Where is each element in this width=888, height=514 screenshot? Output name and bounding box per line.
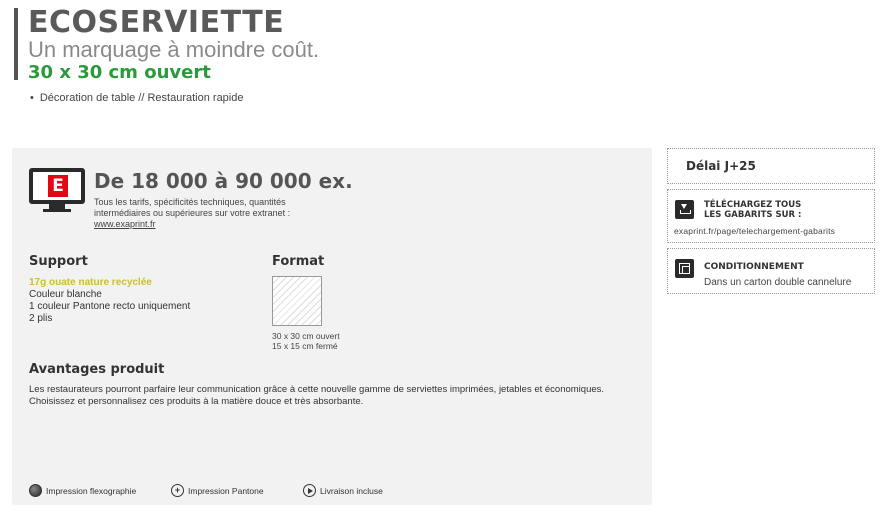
download-label: TÉLÉCHARGEZ TOUS LES GABARITS SUR : [704,200,802,220]
feature-list [29,484,383,497]
product-title: ECOSERVIETTE [28,5,285,40]
quantity-note-text: Tous les tarifs, spécificités techniques, quantités intermédiaires ou supérieures sur votre extranet : [94,197,291,218]
support-material: 17g ouate nature recyclée [29,277,152,288]
support-list [29,277,190,325]
flexo-icon [29,484,42,497]
advantages-text [29,384,649,408]
package-icon [675,259,694,278]
download-box[interactable] [667,189,875,243]
product-subtitle: Un marquage à moindre coût. [28,37,320,62]
conditionnement-title: CONDITIONNEMENT [704,262,804,272]
product-size: 30 x 30 cm ouvert [28,62,211,83]
format-caption [272,331,340,351]
bullet-icon: • [30,92,34,104]
feature-flexo-label: Impression flexographie [46,485,137,496]
conditionnement-desc: Dans un carton double cannelure [704,277,852,288]
download-icon [675,200,694,219]
delai-box [667,148,875,184]
advantages-line: Choisissez et personnalisez ces produits à la matière douce et très absorbante. [29,396,364,407]
plus-circle-icon [171,484,184,497]
format-open: 30 x 30 cm ouvert [272,331,340,341]
feature-livraison-label: Livraison incluse [320,485,383,496]
support-line: 1 couleur Pantone recto uniquement [29,301,191,312]
advantages-line: Les restaurateurs pourront parfaire leur communication grâce à cette nouvelle gamme de serviettes imprimées, jetables et économiques. [29,384,605,395]
support-title: Support [29,254,88,269]
monitor-icon [29,168,85,213]
quantity-note [94,197,324,230]
product-header [14,5,654,83]
product-tags [30,92,243,104]
range-badge: E [48,175,68,197]
product-details-panel [12,148,652,505]
format-title: Format [272,254,325,269]
extranet-link[interactable]: www.exaprint.fr [94,219,156,229]
support-line: 2 plis [29,313,53,324]
support-line: Couleur blanche [29,289,102,300]
conditionnement-box [667,248,875,294]
play-circle-icon [303,484,316,497]
quantity-range: De 18 000 à 90 000 ex. [94,169,353,193]
download-url[interactable]: exaprint.fr/page/telechargement-gabarits [674,226,836,236]
format-illustration [272,276,322,326]
feature-pantone-label: Impression Pantone [188,485,264,496]
advantages-title: Avantages produit [29,362,165,377]
info-sidebar [667,148,875,299]
feature-flexo [29,484,171,497]
delai-text: Délai J+25 [686,159,756,173]
feature-livraison [303,484,383,497]
tags-text: Décoration de table // Restauration rapide [39,92,244,104]
feature-pantone [171,484,303,497]
format-closed: 15 x 15 cm fermé [272,341,338,351]
